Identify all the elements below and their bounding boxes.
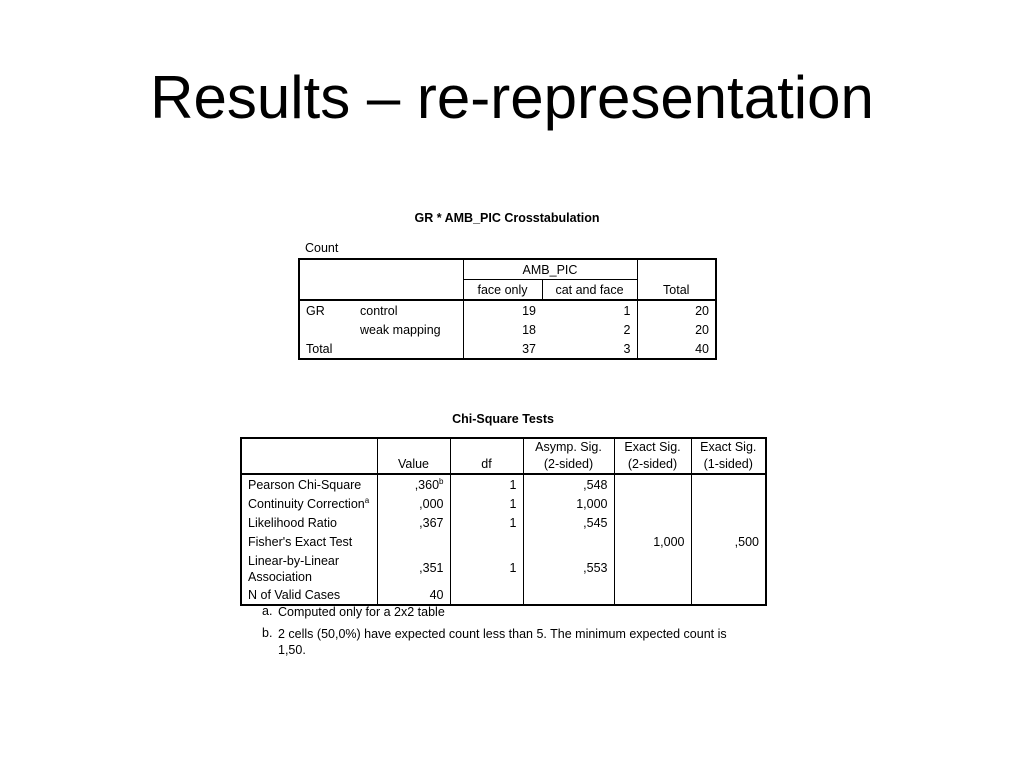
cell-asymp: ,545 [523,513,614,532]
cell-value: ,000 [377,494,450,513]
cell-df: 1 [450,513,523,532]
cell-df [450,585,523,605]
table-row [299,320,716,339]
cell-value: 40 [377,585,450,605]
row-label: weak mapping [360,323,441,337]
table-row [241,474,766,494]
col-header-value: Value [377,438,450,474]
cell: 37 [463,339,542,359]
slide-title: Results – re-representation [150,64,874,131]
cell: 19 [463,300,542,320]
cell-value [377,532,450,551]
cell-df: 1 [450,551,523,585]
cell: 1 [623,304,631,318]
cell-asymp [523,585,614,605]
table-row [241,585,766,605]
footnote-mark: b. [262,626,273,640]
cell: 18 [463,320,542,339]
total-row [299,339,716,359]
cell-exact2: 1,000 [614,532,691,551]
cell-value: ,351 [377,551,450,585]
cell: 20 [637,300,716,320]
cell-exact2 [614,551,691,585]
row-label: control [360,304,398,318]
cell-value: ,360$^b$ [377,474,450,494]
crosstab-corner [299,259,463,300]
col-header-face-only: face only [463,280,542,301]
cell: 20 [637,320,716,339]
cell-exact2 [614,585,691,605]
cell-asymp [523,532,614,551]
table-row [241,494,766,513]
cell: 3 [542,339,637,359]
row-label: N of Valid Cases [241,585,377,605]
cell-exact1 [691,551,766,585]
table-row [241,551,766,585]
col-header-exact-1sided: Exact Sig. (1-sided) [691,438,766,474]
row-label: Fisher's Exact Test [241,532,377,551]
total-header-spacer [637,259,716,280]
chisq-corner [241,438,377,474]
col-header-exact-2sided: Exact Sig. (2-sided) [614,438,691,474]
cell-exact2 [614,474,691,494]
table-row [241,532,766,551]
cell-df: 1 [450,474,523,494]
chisq-header-row [241,438,766,474]
count-label: Count [305,241,339,255]
cell-exact1 [691,474,766,494]
amb-pic-header: AMB_PIC [463,259,637,280]
col-header-asymp: Asymp. Sig. (2-sided) [523,438,614,474]
cell-exact1 [691,494,766,513]
row-label: Pearson Chi-Square [241,474,377,494]
footnote-text: Computed only for a 2x2 table [278,605,445,619]
col-header-total: Total [637,280,716,301]
cell-value: ,367 [377,513,450,532]
row-label: Linear-by-Linear Association [241,551,377,585]
cell-exact1: ,500 [691,532,766,551]
cell-exact2 [614,513,691,532]
col-header-cat-and-face: cat and face [542,280,637,301]
footnote-text: 2 cells (50,0%) have expected count less than 5. The minimum expected count is 1,50. [278,627,727,657]
cell: 2 [623,323,631,337]
crosstab-header-row-1 [299,259,716,280]
table-row [299,300,716,320]
crosstab-caption: GR * AMB_PIC Crosstabulation [414,211,600,225]
cell-exact1 [691,513,766,532]
total-row-label: Total [299,339,463,359]
crosstab-table [298,258,717,360]
cell-exact2 [614,494,691,513]
table-row [241,513,766,532]
cell: 40 [637,339,716,359]
chisq-table [240,437,767,606]
cell-asymp: ,553 [523,551,614,585]
cell-asymp: 1,000 [523,494,614,513]
col-header-df: df [450,438,523,474]
cell-exact1 [691,585,766,605]
row-var-label: GR [299,300,354,320]
cell-asymp: ,548 [523,474,614,494]
row-label: Likelihood Ratio [241,513,377,532]
cell-df [450,532,523,551]
chisq-caption: Chi-Square Tests [452,412,554,426]
footnote-mark: a. [262,604,273,618]
row-label: Continuity Correction$^a$ [241,494,377,513]
cell-df: 1 [450,494,523,513]
